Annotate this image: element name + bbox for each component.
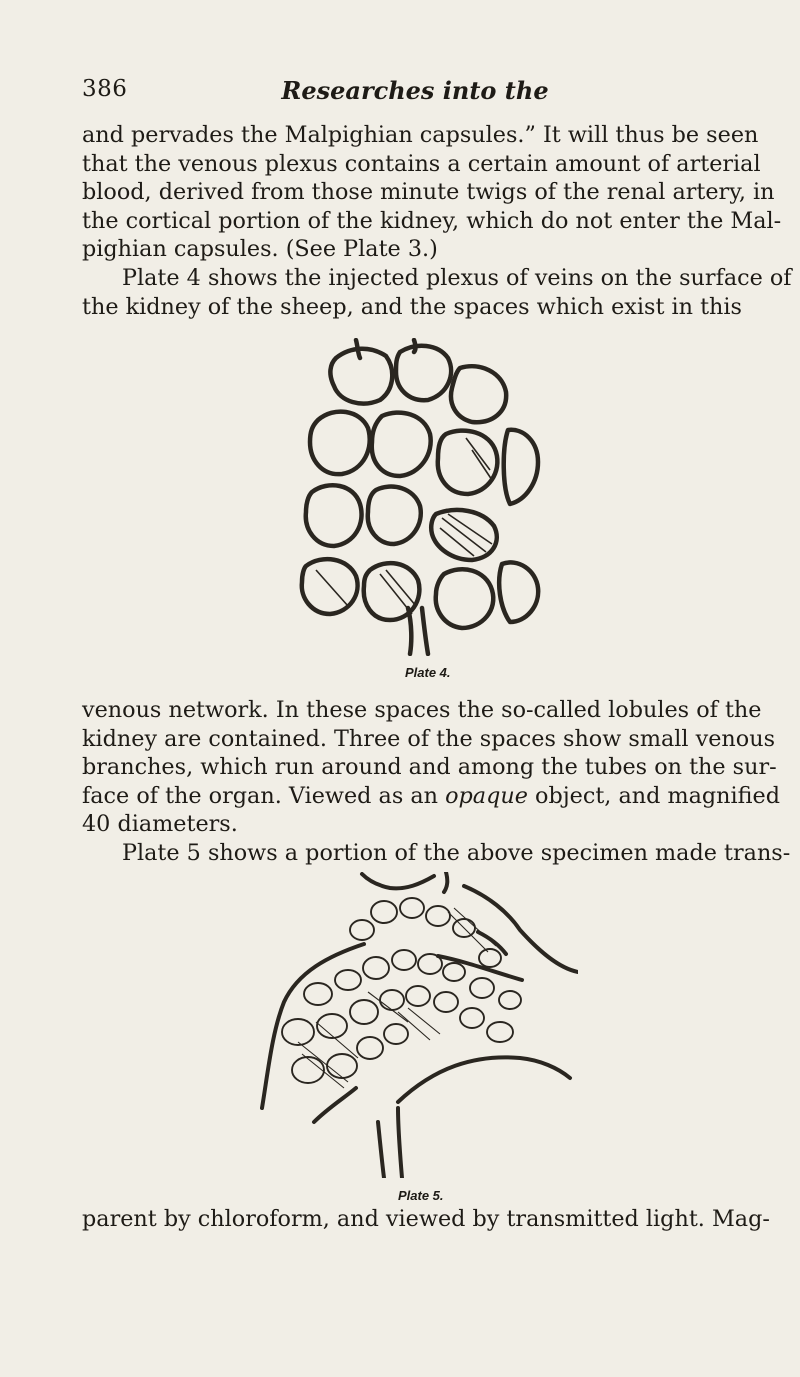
plate-5-caption: Plate 5. xyxy=(398,1188,444,1203)
text-line xyxy=(82,782,781,811)
text-line: that the venous plexus contains a certain amount of arterial xyxy=(82,150,761,177)
paragraph-1 xyxy=(82,121,782,264)
text-line: blood, derived from those minute twigs of the renal artery, in xyxy=(82,179,775,206)
plate-4-caption: Plate 4. xyxy=(405,665,451,680)
plate-5-transmitted-light-illustration xyxy=(258,872,578,1178)
paragraph-5 xyxy=(82,1205,770,1234)
text-segment: face of the organ. Viewed as an xyxy=(82,782,446,809)
text-line: pighian capsules. (See Plate 3.) xyxy=(82,236,438,263)
text-line: 40 diameters. xyxy=(82,811,238,838)
text-line: and pervades the Malpighian capsules.” It will thus be seen xyxy=(82,122,759,148)
text-segment: object, and magnified xyxy=(527,782,781,809)
text-line: the kidney of the sheep, and the spaces which exist in this xyxy=(82,293,742,320)
paragraph-2 xyxy=(82,264,792,321)
plate-4-venous-network-illustration xyxy=(296,338,551,656)
paragraph-4 xyxy=(82,839,791,868)
running-head: Researches into the xyxy=(281,76,549,105)
text-line: branches, which run around and among the tubes on the sur- xyxy=(82,754,777,781)
text-line: the cortical portion of the kidney, which do not enter the Mal- xyxy=(82,207,782,234)
page-number: 386 xyxy=(82,76,128,102)
text-line: Plate 4 shows the injected plexus of veins on the surface of xyxy=(122,265,792,291)
page-header xyxy=(82,76,728,116)
text-line: kidney are contained. Three of the spaces show small venous xyxy=(82,725,776,752)
text-line: venous network. In these spaces the so-called lobules of the xyxy=(82,697,762,723)
emphasized-word: opaque xyxy=(445,782,528,809)
paragraph-3 xyxy=(82,696,781,839)
text-line: Plate 5 shows a portion of the above specimen made trans- xyxy=(122,840,791,866)
text-line: parent by chloroform, and viewed by transmitted light. Mag- xyxy=(82,1206,770,1232)
